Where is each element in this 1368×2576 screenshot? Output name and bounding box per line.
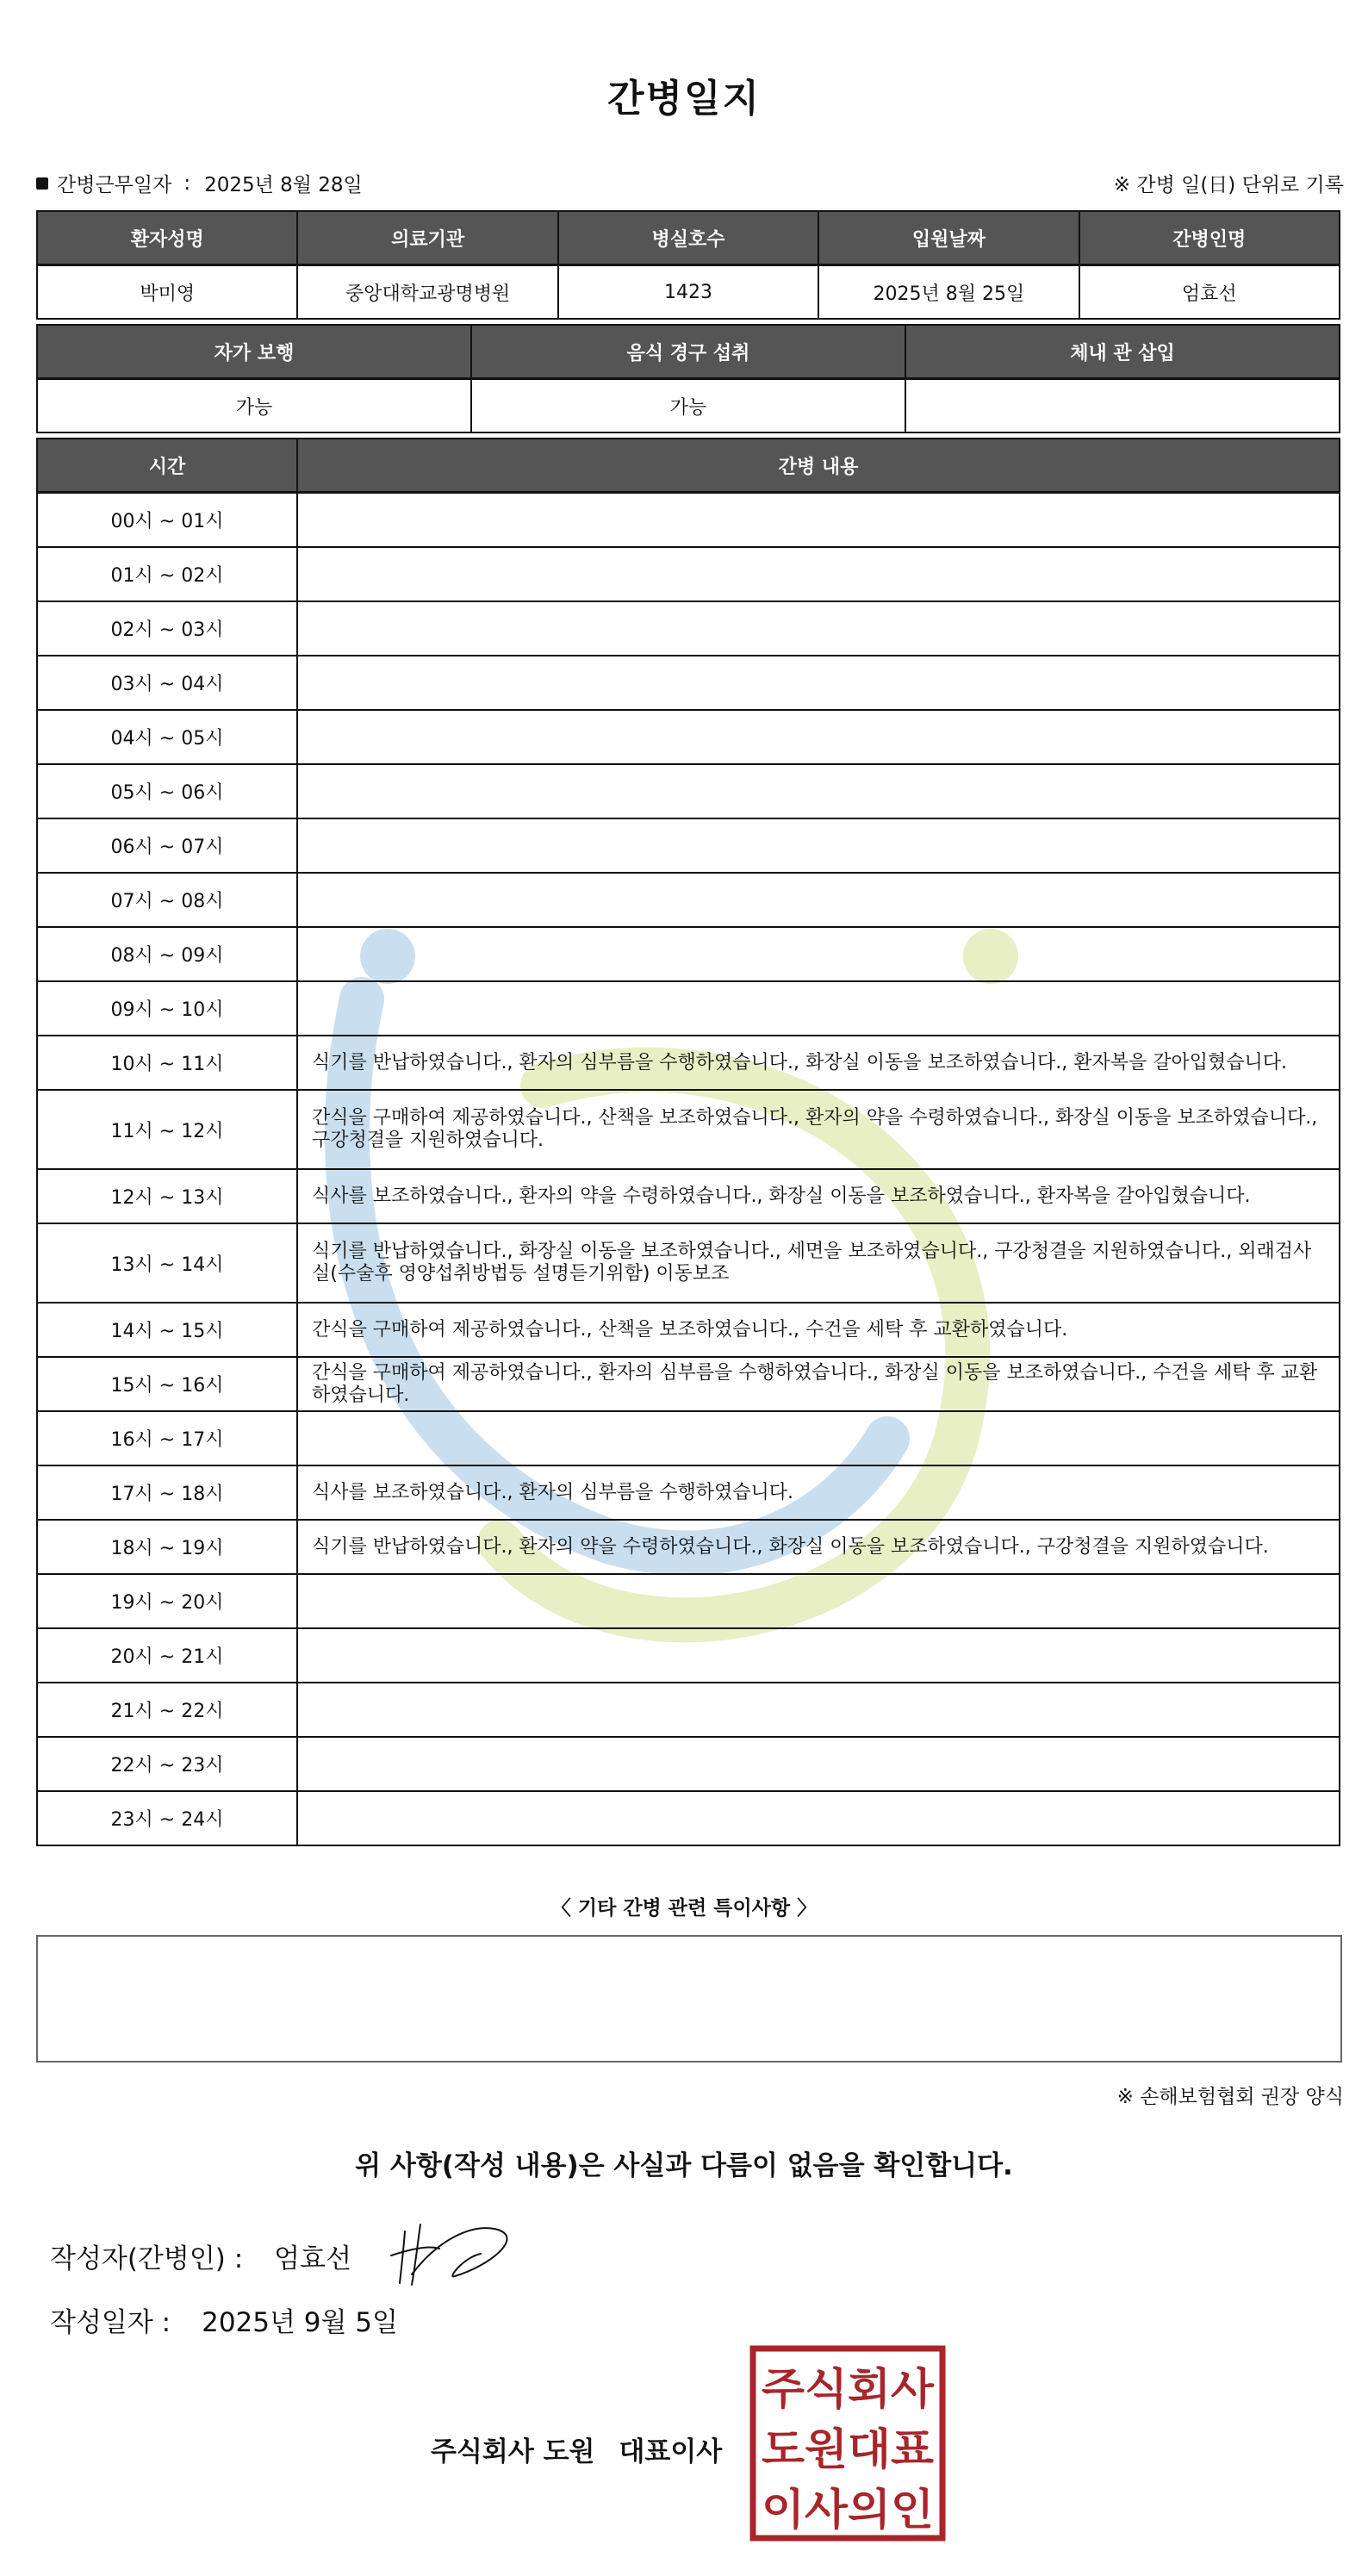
log-time: 14시 ~ 15시	[37, 1303, 297, 1357]
company-rep: 대표이사	[619, 2436, 723, 2467]
log-time: 05시 ~ 06시	[37, 764, 297, 818]
log-row	[37, 1574, 1340, 1628]
log-content: 식기를 반납하였습니다., 환자의 약을 수령하였습니다., 화장실 이동을 보조하였습니다., 구강청결을 지원하였습니다.	[297, 1520, 1340, 1574]
log-row	[37, 1090, 1340, 1169]
log-time: 02시 ~ 03시	[37, 601, 297, 656]
log-row	[37, 1357, 1340, 1411]
log-content	[297, 873, 1340, 927]
log-time: 21시 ~ 22시	[37, 1683, 297, 1737]
log-header-content: 간병 내용	[297, 439, 1340, 493]
log-row	[37, 1169, 1340, 1223]
caregiver-name: 엄효선	[1079, 265, 1340, 320]
log-content: 식사를 보조하였습니다., 환자의 심부름을 수행하였습니다.	[297, 1465, 1340, 1520]
log-time: 01시 ~ 02시	[37, 547, 297, 601]
log-time: 11시 ~ 12시	[37, 1090, 297, 1169]
log-time: 12시 ~ 13시	[37, 1169, 297, 1223]
log-time: 22시 ~ 23시	[37, 1737, 297, 1791]
confirmation-statement: 위 사항(작성 내용)은 사실과 다름이 없음을 확인합니다.	[355, 2150, 1013, 2181]
log-row	[37, 547, 1340, 601]
log-content	[297, 1791, 1340, 1845]
signature	[386, 2214, 524, 2292]
log-content	[297, 1737, 1340, 1791]
form-note: ※ 손해보험협회 권장 양식	[1116, 2086, 1344, 2108]
log-content	[297, 710, 1340, 764]
log-content	[297, 1628, 1340, 1683]
log-content: 식기를 반납하였습니다., 환자의 심부름을 수행하였습니다., 화장실 이동을 보조하였습니다., 환자복을 갈아입혔습니다.	[297, 1036, 1340, 1090]
patient-info-table	[36, 210, 1340, 320]
write-date-label: 작성일자 :	[50, 2307, 171, 2338]
log-content: 간식을 구매하여 제공하였습니다., 환자의 심부름을 수행하였습니다., 화장실 이동을 보조하였습니다., 수건을 세탁 후 교환하였습니다.	[297, 1357, 1340, 1411]
log-row	[37, 493, 1340, 548]
work-date	[36, 169, 363, 197]
care-log-table	[36, 438, 1340, 1846]
log-time: 18시 ~ 19시	[37, 1520, 297, 1574]
write-date-value: 2025년 9월 5일	[202, 2307, 398, 2338]
log-row	[37, 981, 1340, 1036]
log-row	[37, 1223, 1340, 1303]
patient-status-table	[36, 324, 1340, 433]
info-header: 간병인명	[1079, 211, 1340, 265]
log-content	[297, 547, 1340, 601]
log-content	[297, 981, 1340, 1036]
log-time: 08시 ~ 09시	[37, 927, 297, 981]
log-row	[37, 1303, 1340, 1357]
log-time: 17시 ~ 18시	[37, 1465, 297, 1520]
log-row	[37, 1791, 1340, 1845]
log-row	[37, 656, 1340, 710]
log-row	[37, 1520, 1340, 1574]
log-row	[37, 873, 1340, 927]
log-row	[37, 601, 1340, 656]
seal-line: 주식회사	[762, 2364, 935, 2414]
hospital-name: 중앙대학교광명병원	[297, 265, 557, 320]
special-notes-box	[36, 1935, 1342, 2063]
log-content: 식기를 반납하였습니다., 화장실 이동을 보조하였습니다., 세면을 보조하였습니다., 구강청결을 지원하였습니다., 외래검사실(수술후 영양섭취방법등 설명듣기위함) 이동보조	[297, 1223, 1340, 1303]
self-walking-value: 가능	[37, 379, 471, 433]
log-time: 19시 ~ 20시	[37, 1574, 297, 1628]
log-time: 20시 ~ 21시	[37, 1628, 297, 1683]
write-date-line	[50, 2300, 398, 2339]
info-header: 의료기관	[297, 211, 557, 265]
info-header: 병실호수	[558, 211, 818, 265]
info-header: 입원날짜	[818, 211, 1079, 265]
writer-label: 작성자(간병인) :	[50, 2243, 244, 2274]
writer-line	[50, 2237, 351, 2275]
work-date-label: 간병근무일자	[57, 174, 172, 196]
log-row	[37, 1036, 1340, 1090]
log-row	[37, 1737, 1340, 1791]
patient-name: 박미영	[37, 265, 297, 320]
log-row	[37, 1411, 1340, 1465]
log-content	[297, 656, 1340, 710]
log-row	[37, 1465, 1340, 1520]
tube-insertion-value	[905, 379, 1340, 433]
log-time: 09시 ~ 10시	[37, 981, 297, 1036]
room-number: 1423	[558, 265, 818, 320]
log-header-time: 시간	[37, 439, 297, 493]
log-row	[37, 818, 1340, 873]
log-row	[37, 710, 1340, 764]
work-date-sep: :	[183, 171, 191, 195]
work-date-value: 2025년 8월 28일	[204, 174, 363, 196]
log-content	[297, 1574, 1340, 1628]
oral-intake-value: 가능	[471, 379, 905, 433]
log-content: 간식을 구매하여 제공하였습니다., 산책을 보조하였습니다., 수건을 세탁 후 교환하였습니다.	[297, 1303, 1340, 1357]
log-row	[37, 1683, 1340, 1737]
log-time: 16시 ~ 17시	[37, 1411, 297, 1465]
page-title: 간병일지	[606, 77, 761, 121]
seal-line: 도원대표	[762, 2424, 935, 2474]
company-name: 주식회사 도원	[431, 2436, 595, 2467]
admission-date: 2025년 8월 25일	[818, 265, 1079, 320]
company-seal	[749, 2345, 946, 2542]
log-time: 13시 ~ 14시	[37, 1223, 297, 1303]
log-time: 07시 ~ 08시	[37, 873, 297, 927]
status-header: 음식 경구 섭취	[471, 325, 905, 379]
log-time: 06시 ~ 07시	[37, 818, 297, 873]
log-row	[37, 1628, 1340, 1683]
unit-note: ※ 간병 일(日) 단위로 기록	[1113, 174, 1344, 196]
log-time: 00시 ~ 01시	[37, 493, 297, 548]
log-content	[297, 818, 1340, 873]
log-time: 03시 ~ 04시	[37, 656, 297, 710]
log-content: 간식을 구매하여 제공하였습니다., 산책을 보조하였습니다., 환자의 약을 수령하였습니다., 화장실 이동을 보조하였습니다., 구강청결을 지원하였습니다.	[297, 1090, 1340, 1169]
seal-line: 이사의인	[762, 2485, 934, 2535]
log-row	[37, 927, 1340, 981]
bullet-square-icon	[36, 177, 48, 190]
log-content	[297, 601, 1340, 656]
log-content	[297, 493, 1340, 548]
log-time: 04시 ~ 05시	[37, 710, 297, 764]
log-time: 10시 ~ 11시	[37, 1036, 297, 1090]
log-content	[297, 764, 1340, 818]
status-header: 체내 관 삽입	[905, 325, 1340, 379]
log-row	[37, 764, 1340, 818]
info-header: 환자성명	[37, 211, 297, 265]
log-time: 15시 ~ 16시	[37, 1357, 297, 1411]
status-header: 자가 보행	[37, 325, 471, 379]
log-content: 식사를 보조하였습니다., 환자의 약을 수령하였습니다., 화장실 이동을 보조하였습니다., 환자복을 갈아입혔습니다.	[297, 1169, 1340, 1223]
company-line	[431, 2430, 722, 2468]
log-content	[297, 927, 1340, 981]
writer-name: 엄효선	[274, 2243, 352, 2274]
log-time: 23시 ~ 24시	[37, 1791, 297, 1845]
log-content	[297, 1683, 1340, 1737]
log-content	[297, 1411, 1340, 1465]
special-notes-title: 〈 기타 간병 관련 특이사항 〉	[550, 1897, 818, 1920]
